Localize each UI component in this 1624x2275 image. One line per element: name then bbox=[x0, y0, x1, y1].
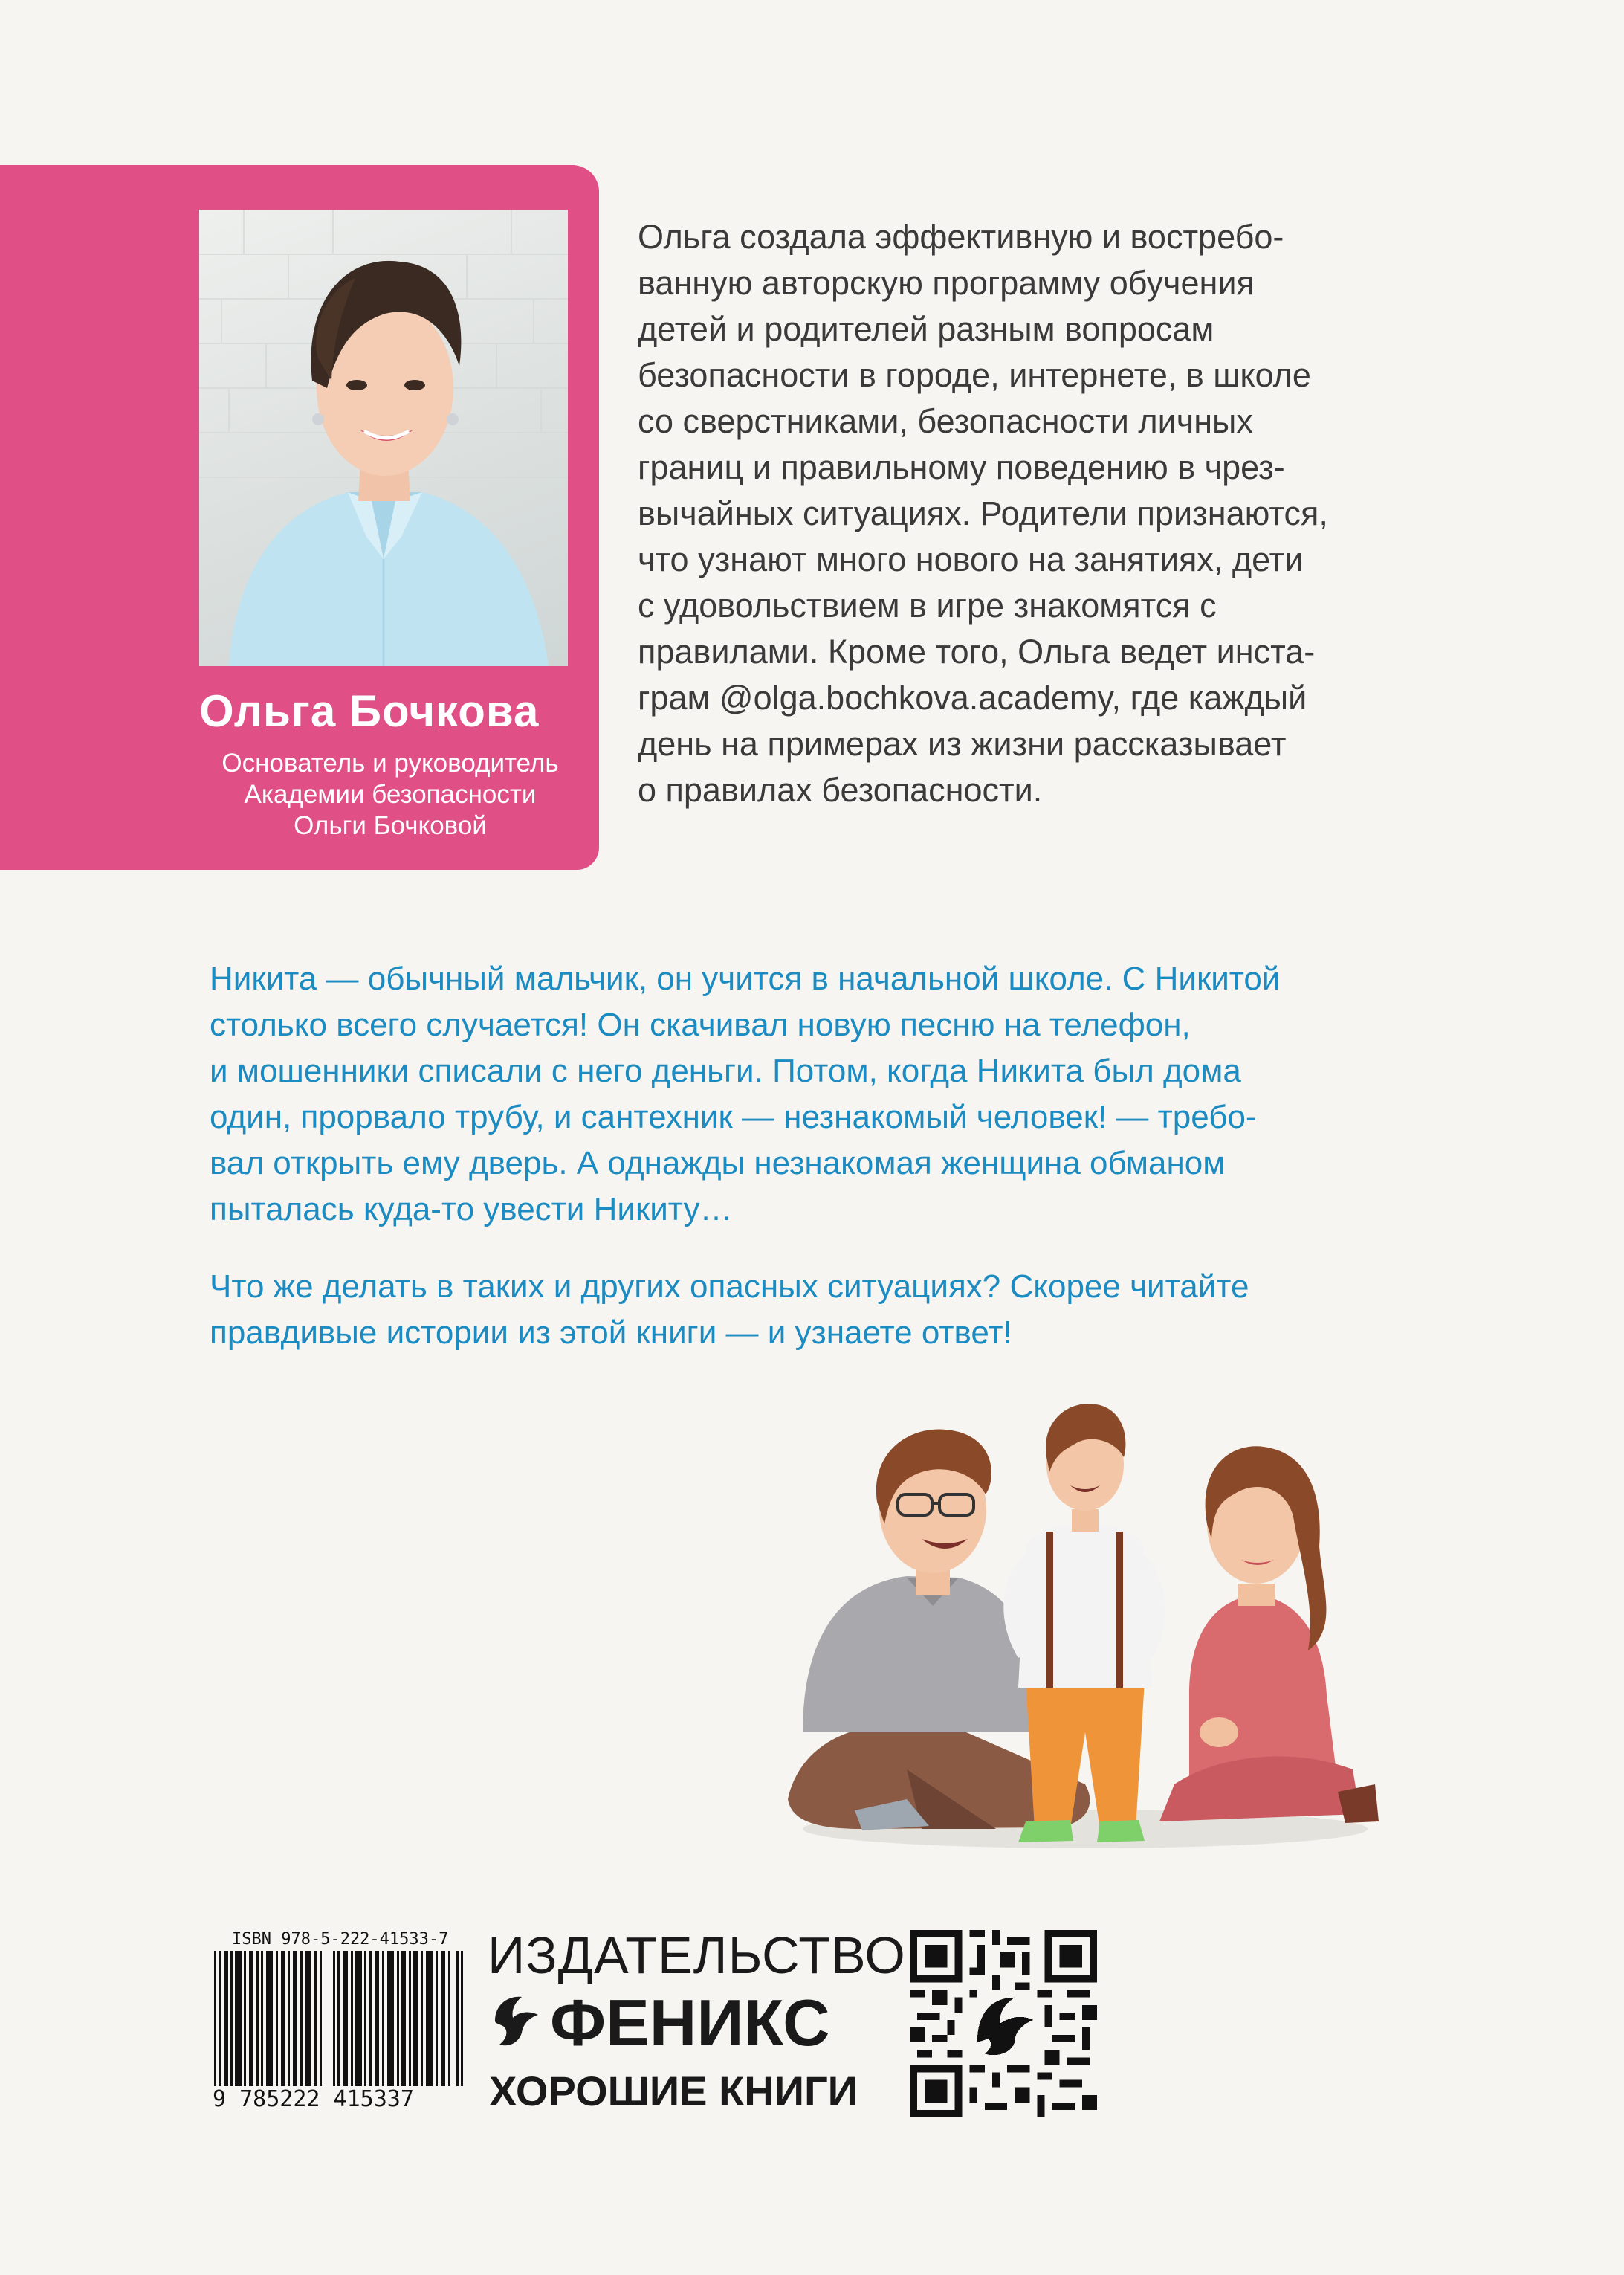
blurb-line: столько всего случается! Он скачивал новую песню на телефон, bbox=[210, 1007, 1191, 1043]
blurb-line: Никита — обычный мальчик, он учится в начальной школе. С Никитой bbox=[210, 961, 1281, 997]
publisher-name: ФЕНИКС bbox=[550, 1986, 830, 2059]
bio-line: что узнают много нового на занятиях, дети bbox=[638, 540, 1304, 578]
bio-line: границ и правильному поведению в чрез- bbox=[638, 448, 1285, 486]
author-photo bbox=[199, 210, 568, 666]
blurb-line: и мошенники списали с него деньги. Потом, когда Никита был дома bbox=[210, 1053, 1241, 1089]
bio-line: ванную авторскую программу обучения bbox=[638, 264, 1255, 302]
author-role-line: Ольги Бочковой bbox=[294, 811, 487, 840]
author-name: Ольга Бочкова bbox=[199, 686, 540, 736]
bio-line: со сверстниками, безопасности личных bbox=[638, 402, 1253, 440]
publisher-slogan: ХОРОШИЕ КНИГИ bbox=[489, 2068, 858, 2114]
blurb-line: один, прорвало трубу, и сантехник — незнакомый человек! — требо- bbox=[210, 1099, 1257, 1135]
bio-line: правилами. Кроме того, Ольга ведет инста- bbox=[638, 633, 1316, 671]
isbn-label: ISBN 978-5-222-41533-7 bbox=[232, 1930, 449, 1949]
author-role bbox=[186, 748, 595, 842]
barcode bbox=[214, 1951, 464, 2107]
book-blurb bbox=[210, 956, 1429, 1356]
author-role-line: Основатель и руководитель bbox=[221, 749, 559, 778]
bio-line: безопасности в городе, интернете, в школе bbox=[638, 356, 1311, 394]
author-bio bbox=[638, 214, 1411, 813]
blurb-line: Что же делать в таких и других опасных ситуациях? Скорее читайте bbox=[210, 1268, 1249, 1305]
bio-line: грам @olga.bochkova.academy, где каждый bbox=[638, 679, 1307, 717]
ean-digits: 9 785222 415337 bbox=[210, 2086, 476, 2112]
bio-line: Ольга создала эффективную и востребо- bbox=[638, 218, 1284, 256]
bio-line: с удовольствием в игре знакомятся с bbox=[638, 587, 1217, 625]
publisher-label: ИЗДАТЕЛЬСТВО bbox=[488, 1926, 906, 1984]
blurb-line: правдивые истории из этой книги — и узнаете ответ! bbox=[210, 1314, 1012, 1351]
bio-line: о правилах безопасности. bbox=[638, 771, 1043, 809]
blurb-line: вал открыть ему дверь. А однажды незнакомая женщина обманом bbox=[210, 1145, 1226, 1181]
bio-line: день на примерах из жизни рассказывает bbox=[638, 725, 1287, 763]
author-role-line: Академии безопасности bbox=[244, 780, 537, 809]
family-illustration bbox=[773, 1383, 1382, 1859]
bio-line: детей и родителей разным вопросам bbox=[638, 310, 1214, 348]
blurb-line: пыталась куда-то увести Никиту… bbox=[210, 1191, 733, 1227]
qr-code bbox=[910, 1930, 1097, 2117]
bio-line: вычайных ситуациях. Родители признаются, bbox=[638, 494, 1328, 532]
phoenix-logo-icon bbox=[489, 1992, 543, 2049]
